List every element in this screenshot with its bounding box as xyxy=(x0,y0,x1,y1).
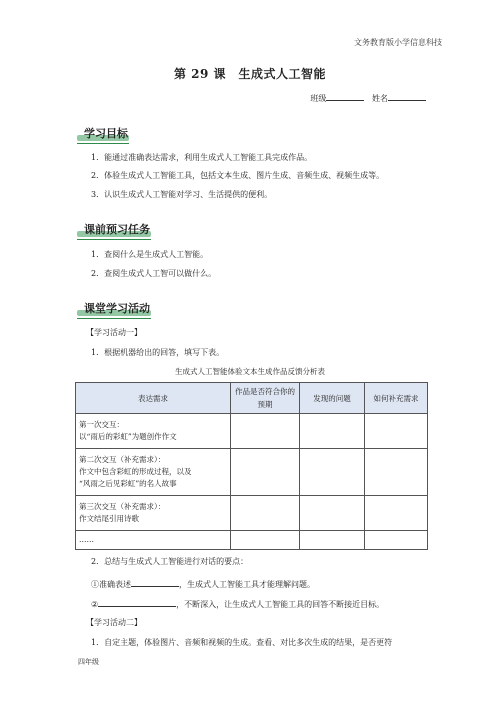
table-row xyxy=(76,531,428,550)
page-title: 第 29 课 生成式人工智能 xyxy=(173,67,327,81)
table-cell-blank[interactable] xyxy=(231,414,300,449)
goal-item: 1．能通过准确表达需求，利用生成式人工智能工具完成作品。 xyxy=(91,153,313,162)
table-row xyxy=(76,414,428,449)
table-cell-blank[interactable] xyxy=(231,496,300,531)
page-header: 文务教育版小学信息科技 xyxy=(354,38,442,47)
table-cell-blank[interactable] xyxy=(231,449,300,496)
section-heading-activities xyxy=(80,300,154,316)
activity2-label: 【学习活动二】 xyxy=(86,618,142,627)
cell-line: 作文中包含彩虹的形成过程，以及 xyxy=(79,467,192,476)
section-heading-goals xyxy=(80,125,132,141)
table-cell-blank[interactable] xyxy=(365,414,428,449)
page-footer: 四年级 xyxy=(78,658,99,666)
heading-underline xyxy=(77,239,151,241)
q2a-blank[interactable] xyxy=(131,577,179,587)
cell-line: 以“雨后的彩虹”为题创作作文 xyxy=(79,432,177,441)
table-header-row xyxy=(76,383,428,414)
goal-item: 2．体验生成式人工智能工具，包括文本生成、图片生成、音频生成、视频生成等。 xyxy=(91,171,385,180)
preview-item: 2．查阅生成式人工智可以做什么。 xyxy=(91,269,217,278)
table-cell-blank[interactable] xyxy=(365,449,428,496)
table-cell-need xyxy=(76,414,231,449)
table-header-cell: 表达需求 xyxy=(76,383,231,414)
table-cell-need xyxy=(76,496,231,531)
table-cell-blank[interactable] xyxy=(300,531,365,550)
question-2a xyxy=(91,577,315,590)
cell-line: 作文结尾引用诗歌 xyxy=(79,514,139,523)
class-label: 班级 xyxy=(310,94,327,103)
q2b-suffix: ，不断深入，让生成式人工智能工具的回答不断接近目标。 xyxy=(176,600,385,609)
table-header-cell: 作品是否符合你的预期 xyxy=(231,383,300,414)
table-header-cell: 如何补充需求 xyxy=(365,383,428,414)
section-heading-text: 学习目标 xyxy=(84,127,128,140)
class-blank[interactable] xyxy=(326,91,364,101)
table-cell-blank[interactable] xyxy=(365,531,428,550)
name-blank[interactable] xyxy=(388,91,426,101)
q2a-suffix: ，生成式人工智能工具才能理解问题。 xyxy=(179,580,315,589)
cell-line: 第三次交互（补充需求）： xyxy=(79,502,166,511)
heading-underline xyxy=(77,318,151,320)
preview-item: 1．查阅什么是生成式人工智能。 xyxy=(91,250,209,259)
class-name-line xyxy=(310,91,426,104)
table-cell-blank[interactable] xyxy=(300,414,365,449)
cell-line: “风雨之后见彩虹”的名人故事 xyxy=(79,479,177,488)
question-2b xyxy=(91,597,384,610)
table-cell-blank[interactable] xyxy=(300,449,365,496)
activity2-question: 1．自定主题，体验图片、音频和视频的生成。查看、对比多次生成的结果，是否更符 xyxy=(91,638,393,647)
activity1-question: 1．根据机器给出的回答，填写下表。 xyxy=(91,348,225,357)
question-2: 2．总结与生成式人工智能进行对话的要点： xyxy=(91,557,249,566)
goal-item: 3．认识生成式人工智能对学习、生活提供的便利。 xyxy=(91,190,273,199)
cell-line: 第二次交互（补充需求）： xyxy=(79,455,166,464)
table-cell-blank[interactable] xyxy=(231,531,300,550)
section-heading-text: 课堂学习活动 xyxy=(84,302,150,315)
section-heading-preview xyxy=(80,221,154,237)
cell-line: 第一次交互： xyxy=(79,420,124,429)
table-header-cell: 发现的问题 xyxy=(300,383,365,414)
section-heading-text: 课前预习任务 xyxy=(84,223,150,236)
table-cell-need xyxy=(76,449,231,496)
q2b-prefix: ② xyxy=(91,600,99,609)
table-row xyxy=(76,496,428,531)
table-cell-blank[interactable] xyxy=(365,496,428,531)
table-cell-blank[interactable] xyxy=(300,496,365,531)
name-label: 姓名 xyxy=(372,94,388,103)
feedback-table xyxy=(75,382,428,550)
q2b-blank[interactable] xyxy=(98,597,176,607)
heading-underline xyxy=(77,143,129,145)
table-row xyxy=(76,449,428,496)
activity1-label: 【学习活动一】 xyxy=(86,328,142,337)
q2a-prefix: ①准确表述 xyxy=(91,580,131,589)
table-cell-need: …… xyxy=(76,531,231,550)
table-caption: 生成式人工智能体验文本生成作品反馈分析表 xyxy=(175,367,325,376)
